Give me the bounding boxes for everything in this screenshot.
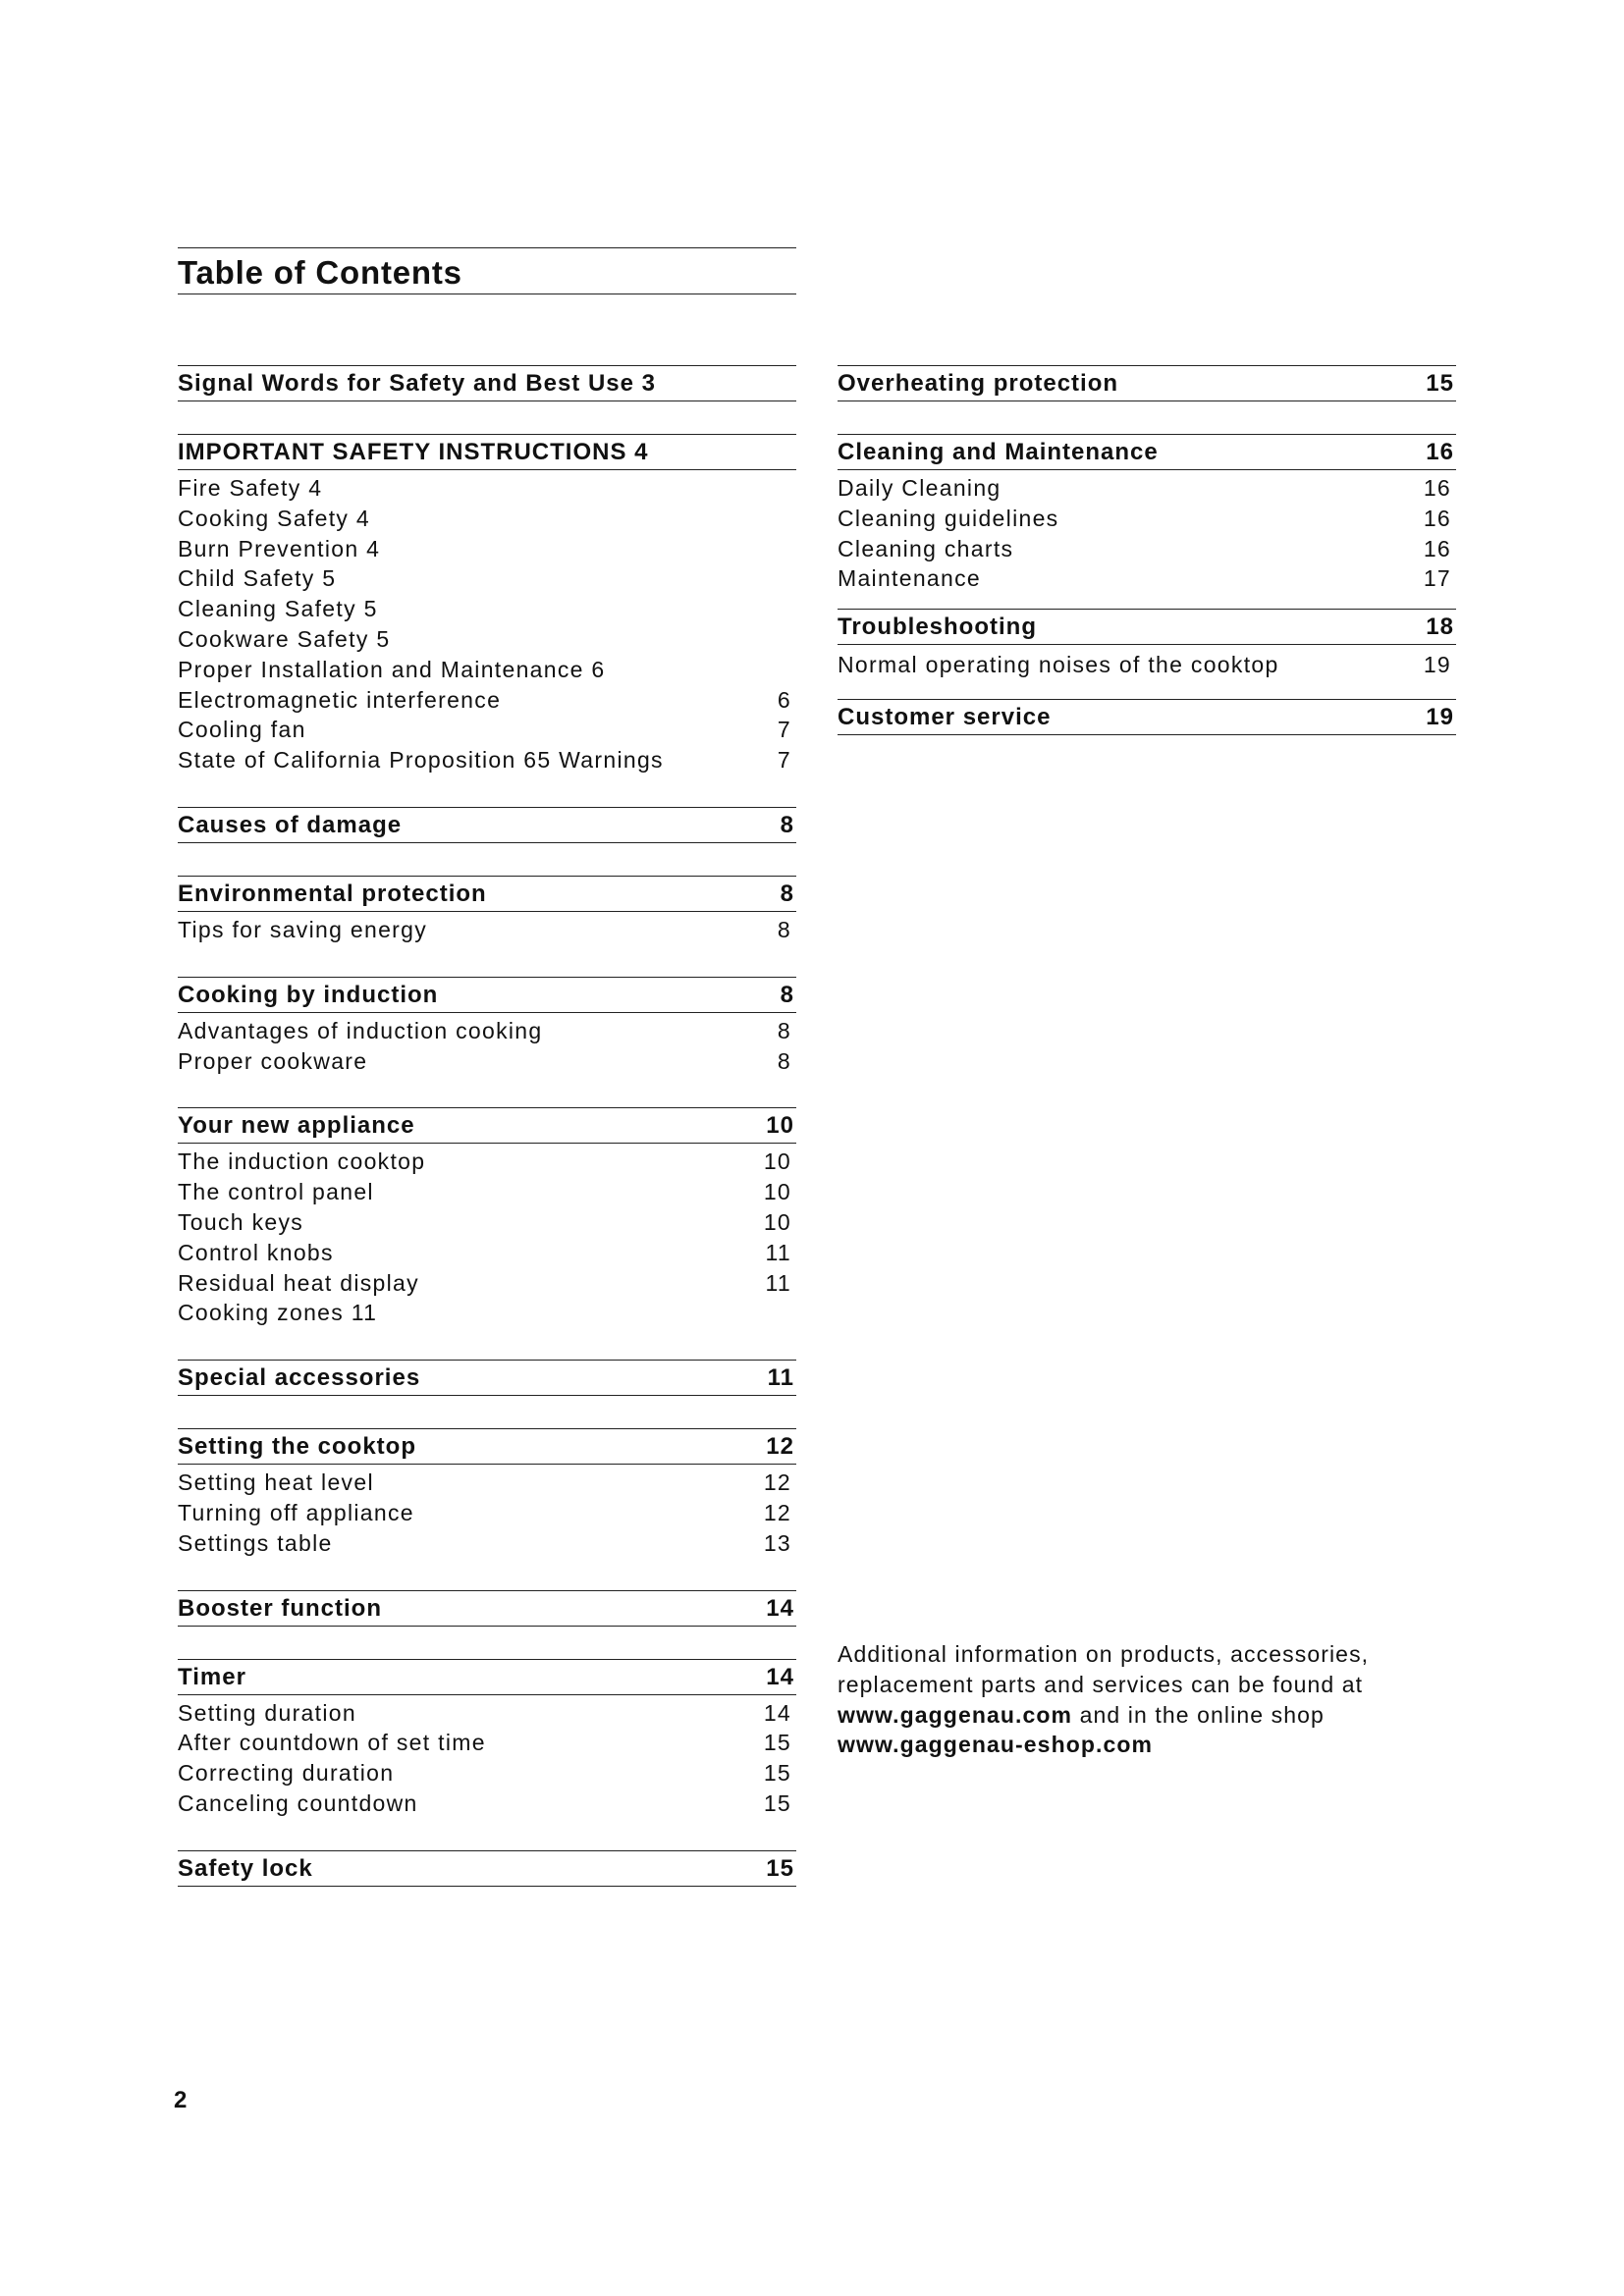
section-page: 11 [767, 1364, 794, 1392]
info-line [838, 1730, 1446, 1760]
entry-title: Residual heat display [178, 1269, 419, 1296]
entry-title: Cooking zones 11 [178, 1300, 378, 1326]
toc-section-heading[interactable] [178, 1360, 796, 1396]
entry-title: Fire Safety 4 [178, 475, 323, 501]
section-title: Cooking by induction [178, 981, 439, 1008]
toc-entries [838, 645, 1456, 679]
website-link[interactable]: www.gaggenau.com [838, 1701, 1073, 1728]
entry-page: 7 [777, 747, 791, 774]
section-page: 14 [766, 1594, 794, 1622]
entry-title: Proper Installation and Maintenance 6 [178, 656, 606, 682]
entry-page: 8 [777, 916, 791, 942]
toc-entry[interactable] [178, 533, 796, 563]
info-text: and in the online shop [1072, 1701, 1325, 1728]
toc-entry[interactable] [178, 1497, 796, 1527]
entry-title: Maintenance [838, 565, 981, 592]
toc-section [178, 365, 796, 401]
entry-page: 16 [1423, 475, 1451, 501]
toc-section-heading[interactable] [838, 365, 1456, 401]
entry-page: 10 [763, 1148, 791, 1175]
toc-entry[interactable] [178, 1206, 796, 1237]
toc-entry[interactable] [178, 1757, 796, 1788]
toc-entry[interactable] [178, 684, 796, 715]
section-page: 12 [766, 1433, 794, 1461]
toc-entry[interactable] [838, 472, 1456, 503]
section-title: IMPORTANT SAFETY INSTRUCTIONS 4 [178, 439, 649, 465]
section-page: 14 [766, 1663, 794, 1690]
section-page: 15 [1426, 370, 1454, 397]
toc-section-heading[interactable] [178, 1659, 796, 1695]
toc-entries [178, 1465, 796, 1557]
entry-title: Correcting duration [178, 1760, 395, 1787]
section-title: Special accessories [178, 1364, 421, 1392]
toc-entry[interactable] [178, 914, 796, 944]
toc-entry[interactable] [838, 533, 1456, 563]
toc-section-heading[interactable] [178, 1428, 796, 1465]
toc-entry[interactable] [178, 744, 796, 774]
toc-entry[interactable] [178, 1237, 796, 1267]
entry-page: 10 [763, 1179, 791, 1205]
entry-title: Cooling fan [178, 717, 306, 743]
entry-title: The induction cooktop [178, 1148, 426, 1175]
entry-page: 19 [1423, 652, 1451, 678]
entry-title: Proper cookware [178, 1047, 368, 1074]
toc-entry[interactable] [178, 503, 796, 533]
entry-title: Cooking Safety 4 [178, 505, 370, 531]
section-title: Troubleshooting [838, 614, 1037, 641]
entry-title: Daily Cleaning [838, 475, 1001, 501]
entry-page: 16 [1423, 505, 1451, 531]
section-title: Cleaning and Maintenance [838, 439, 1159, 465]
additional-info [838, 1639, 1446, 1760]
entry-page: 11 [765, 1239, 791, 1265]
toc-section [838, 699, 1456, 735]
toc-entries [178, 1144, 796, 1327]
entry-page: 15 [763, 1789, 791, 1816]
toc-section [178, 1360, 796, 1396]
toc-entry[interactable] [178, 472, 796, 503]
toc-section-heading[interactable] [178, 1107, 796, 1144]
section-title: Timer [178, 1663, 246, 1690]
info-line: replacement parts and services can be found at [838, 1671, 1364, 1697]
toc-entry[interactable] [838, 649, 1456, 679]
entry-page: 10 [763, 1208, 791, 1235]
toc-entry[interactable] [178, 1146, 796, 1176]
toc-section [838, 434, 1456, 593]
entry-page: 12 [763, 1499, 791, 1525]
entry-title: Cleaning charts [838, 535, 1014, 561]
section-title: Overheating protection [838, 370, 1119, 397]
entry-title: Setting heat level [178, 1469, 374, 1496]
toc-entry[interactable] [178, 1015, 796, 1045]
entry-title: After countdown of set time [178, 1730, 486, 1756]
entry-title: Electromagnetic interference [178, 686, 502, 713]
toc-entry[interactable] [178, 593, 796, 623]
toc-entry[interactable] [178, 1267, 796, 1298]
toc-entry[interactable] [178, 1297, 796, 1327]
entry-title: The control panel [178, 1179, 374, 1205]
toc-entry[interactable] [838, 503, 1456, 533]
entry-page: 15 [763, 1730, 791, 1756]
toc-entries [178, 1013, 796, 1076]
toc-section-heading[interactable] [838, 699, 1456, 735]
section-page: 8 [780, 981, 794, 1008]
toc-section [838, 609, 1456, 679]
toc-entry[interactable] [838, 562, 1456, 593]
toc-entry[interactable] [178, 654, 796, 684]
eshop-link[interactable]: www.gaggenau-eshop.com [838, 1732, 1154, 1758]
section-title: Customer service [838, 703, 1052, 730]
entry-title: Setting duration [178, 1699, 356, 1726]
toc-section [178, 1107, 796, 1327]
entry-title: Advantages of induction cooking [178, 1017, 543, 1043]
entry-page: 12 [763, 1469, 791, 1496]
toc-section [178, 876, 796, 944]
toc-section-heading[interactable] [838, 609, 1456, 645]
toc-entry[interactable] [178, 1467, 796, 1497]
entry-title: State of California Proposition 65 Warnings [178, 747, 664, 774]
toc-section-heading[interactable] [178, 876, 796, 912]
section-title: Your new appliance [178, 1112, 415, 1140]
toc-section-heading[interactable] [178, 1850, 796, 1887]
section-title: Causes of damage [178, 811, 403, 838]
entry-title: Canceling countdown [178, 1789, 418, 1816]
title-block [178, 247, 796, 294]
toc-entries [838, 470, 1456, 593]
info-line: Additional information on products, accessories, [838, 1641, 1370, 1667]
entry-page: 14 [763, 1699, 791, 1726]
section-page: 8 [780, 880, 794, 907]
toc-section-heading[interactable] [178, 365, 796, 401]
section-page: 15 [766, 1854, 794, 1882]
toc-section-heading[interactable] [178, 1590, 796, 1627]
entry-page: 15 [763, 1760, 791, 1787]
toc-section [178, 1428, 796, 1557]
info-line [838, 1700, 1446, 1731]
entry-title: Burn Prevention 4 [178, 535, 381, 561]
entry-page: 6 [777, 686, 791, 713]
entry-title: Cleaning guidelines [838, 505, 1059, 531]
section-title: Safety lock [178, 1854, 313, 1882]
section-title: Environmental protection [178, 880, 487, 907]
entry-page: 16 [1423, 535, 1451, 561]
entry-page: 8 [777, 1017, 791, 1043]
toc-entries [178, 470, 796, 774]
toc-section [838, 365, 1456, 401]
toc-section-heading[interactable] [178, 977, 796, 1013]
toc-section [178, 434, 796, 774]
section-page: 19 [1426, 703, 1454, 730]
section-page: 8 [780, 811, 794, 838]
toc-entry[interactable] [178, 714, 796, 744]
entry-page: 17 [1423, 565, 1451, 592]
page-number: 2 [174, 2087, 188, 2113]
toc-section-heading[interactable] [178, 807, 796, 843]
toc-section-heading[interactable] [838, 434, 1456, 470]
toc-entry[interactable] [178, 1045, 796, 1076]
toc-entry[interactable] [178, 1527, 796, 1558]
toc-section [178, 977, 796, 1076]
entry-title: Turning off appliance [178, 1499, 414, 1525]
section-title: Booster function [178, 1594, 382, 1622]
entry-page: 7 [777, 717, 791, 743]
toc-entry[interactable] [178, 1788, 796, 1818]
section-page: 16 [1426, 439, 1454, 465]
section-page: 18 [1426, 614, 1454, 641]
entry-page: 11 [765, 1269, 791, 1296]
section-title: Signal Words for Safety and Best Use 3 [178, 370, 657, 397]
toc-entries [178, 1695, 796, 1818]
toc-section [178, 1850, 796, 1887]
toc-section [178, 1590, 796, 1627]
toc-entry[interactable] [178, 623, 796, 654]
toc-entry[interactable] [178, 562, 796, 593]
entry-page: 8 [777, 1047, 791, 1074]
toc-entries [178, 912, 796, 944]
section-title: Setting the cooktop [178, 1433, 416, 1461]
toc-entry[interactable] [178, 1727, 796, 1757]
toc-entry[interactable] [178, 1697, 796, 1728]
toc-entry[interactable] [178, 1176, 796, 1206]
entry-title: Child Safety 5 [178, 565, 337, 592]
toc-section [178, 1659, 796, 1818]
toc-section [178, 807, 796, 843]
entry-title: Touch keys [178, 1208, 304, 1235]
entry-title: Cookware Safety 5 [178, 625, 391, 652]
section-page: 10 [766, 1112, 794, 1140]
page-title: Table of Contents [178, 254, 462, 291]
entry-title: Normal operating noises of the cooktop [838, 652, 1279, 678]
toc-right-column [838, 365, 1456, 735]
toc-section-heading[interactable] [178, 434, 796, 470]
entry-page: 13 [763, 1529, 791, 1556]
entry-title: Cleaning Safety 5 [178, 596, 378, 622]
entry-title: Control knobs [178, 1239, 334, 1265]
entry-title: Tips for saving energy [178, 916, 428, 942]
entry-title: Settings table [178, 1529, 333, 1556]
toc-left-column [178, 365, 796, 1887]
